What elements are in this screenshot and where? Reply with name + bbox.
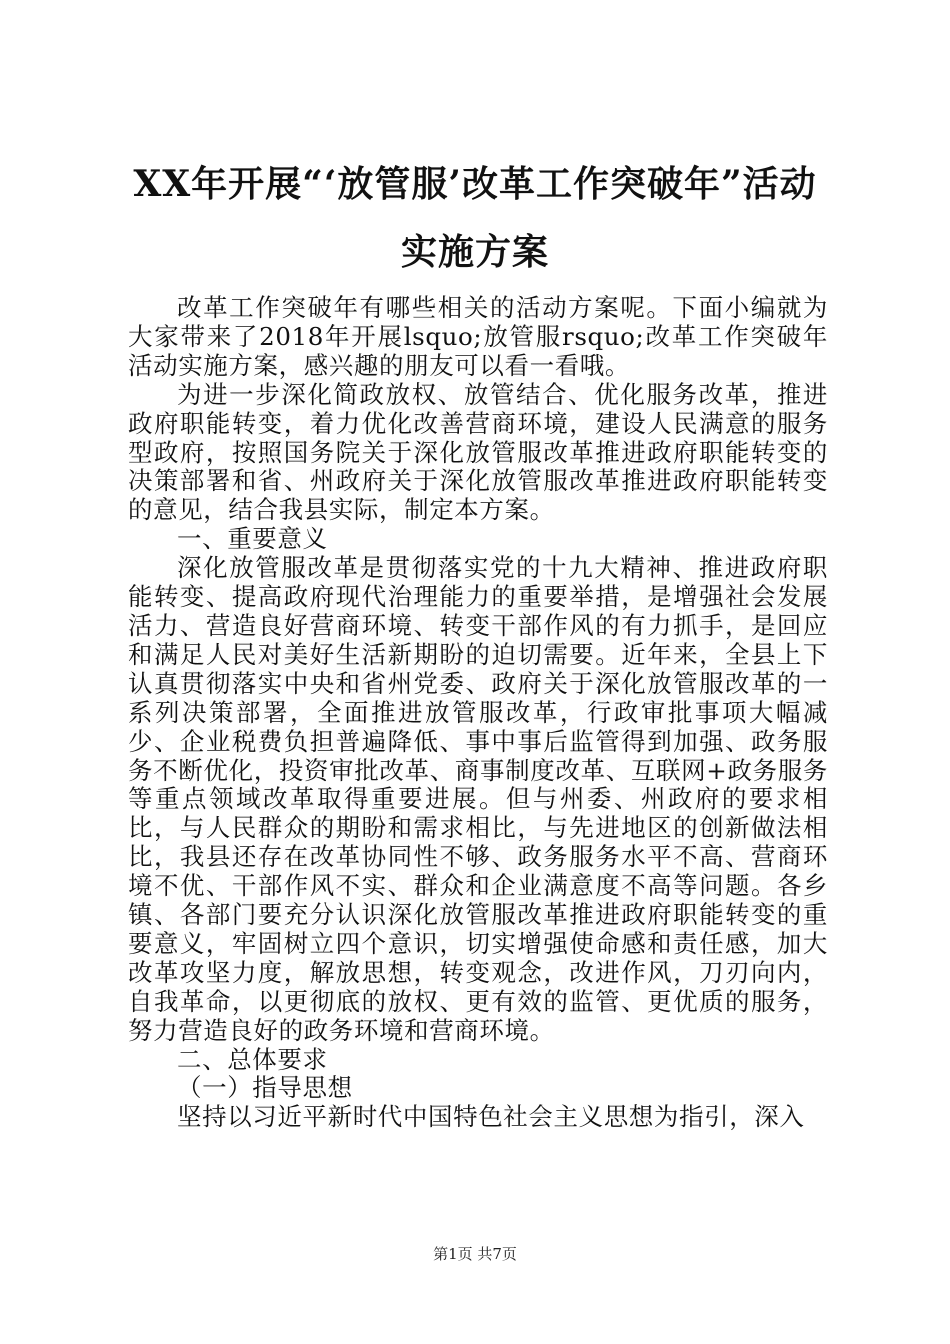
section-heading-significance: 一、重要意义 xyxy=(177,524,328,554)
page-number-footer: 第1页 共7页 xyxy=(433,1245,517,1263)
intro-paragraph: 改革工作突破年有哪些相关的活动方案呢。下面小编就为大家带来了2018年开展lsquo;放管服rsquo;改革工作突破年活动实施方案，感兴趣的朋友可以看一看哦。 xyxy=(128,293,828,380)
document-body xyxy=(128,294,828,1132)
guiding-thought-paragraph: 坚持以习近平新时代中国特色社会主义思想为指引，深入 xyxy=(177,1102,805,1132)
section-heading-requirements: 二、总体要求 xyxy=(177,1044,328,1074)
document-title: XX年开展“‘放管服’改革工作突破年”活动实施方案 xyxy=(133,163,817,273)
subsection-heading-guiding-thought: （一）指导思想 xyxy=(177,1073,353,1103)
significance-paragraph: 深化放管服改革是贯彻落实党的十九大精神、推进政府职能转变、提高政府现代治理能力的重要举措，是增强社会发展活力、营造良好营商环境、转变干部作风的有力抓手，是回应和满足人民对美好生活新期盼的迫切需要。近年来，全县上下认真贯彻落实中央和省州党委、政府关于深化放管服改革的一系列决策部署，全面推进放管服改革，行政审批事项大幅减少、企业税费负担普遍降低、事中事后监管得到加强、政务服务不断优化，投资审批改革、商事制度改革、互联网+政务服务等重点领域改革取得重要进展。但与州委、州政府的要求相比，与人民群众的期盼和需求相比，与先进地区的创新做法相比，我县还存在改革协同性不够、政务服务水平不高、营商环境不优、干部作风不实、群众和企业满意度不高等问题。各乡镇、各部门要充分认识深化放管服改革推进政府职能转变的重要意义，牢固树立四个意识，切实增强使命感和责任感，加大改革攻坚力度，解放思想，转变观念，改进作风，刀刃向内，自我革命，以更彻底的放权、更有效的监管、更优质的服务，努力营造良好的政务环境和营商环境。 xyxy=(128,553,828,1045)
purpose-paragraph: 为进一步深化简政放权、放管结合、优化服务改革，推进政府职能转变，着力优化改善营商环境，建设人民满意的服务型政府，按照国务院关于深化放管服改革推进政府职能转变的决策部署和省、州政府关于深化放管服改革推进政府职能转变的意见，结合我县实际，制定本方案。 xyxy=(128,379,828,525)
